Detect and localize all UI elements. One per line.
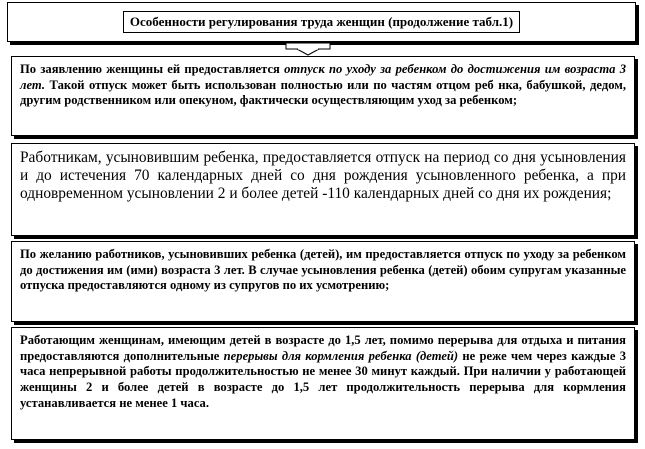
down-arrow-icon — [283, 42, 333, 56]
block4-text-end: не реже чем через каждые 3 часа непрерывной работы продолжительностью не менее 30 минут каждый. При наличии у работающей женщины 2 и более детей в возрасте до 1,5 лет продолжительность перерыва для кормления устанавливается не менее 1 часа. — [20, 348, 627, 410]
adoption-leave-block — [11, 143, 635, 236]
table-title: Особенности регулирования труда женщин (продолжение табл.1) — [123, 11, 520, 33]
table-title-box — [7, 2, 636, 42]
block4-text-start: Работающим женщинам, имеющим детей в возрасте до 1,5 лет, помимо перерыва для отдыха и питания предоставляются дополнительные — [20, 333, 626, 363]
block1-text-end: Такой отпуск может быть использован полностью или по частям отцом реб нка, бабушкой, дедом, другим родственником или опекуном, фактически осуществляющим уход за ребенком; — [20, 77, 626, 108]
block4-italic-text: перерывы для кормления ребенка (детей) — [223, 348, 459, 363]
feeding-breaks-block — [11, 327, 635, 440]
block2-text: Работникам, усыновившим ребенка, предоставляется отпуск на период со дня усыновления и до истечения 70 календарных дней со дня рождения усыновленного ребенка, а при одновременном усыновлении 2 и более детей -110 календарных дней со дня их рождения; — [20, 149, 626, 203]
block3-text: По желанию работников, усыновивших ребенка (детей), им предоставляется отпуск по уходу за ребенком до достижения им (ими) возраста 3 лет. В случае усыновления ребенка (детей) обоим супругам указанные отпуска предоставляются одному из супругов по их усмотрению; — [20, 247, 626, 293]
maternity-leave-block — [11, 56, 635, 136]
adoptive-childcare-block — [11, 241, 635, 322]
block1-text-start: По заявлению женщины ей предоставляется — [20, 62, 285, 76]
block1-italic-text: отпуск по уходу за ребенком до достижения им возраста 3 лет. — [20, 62, 626, 92]
